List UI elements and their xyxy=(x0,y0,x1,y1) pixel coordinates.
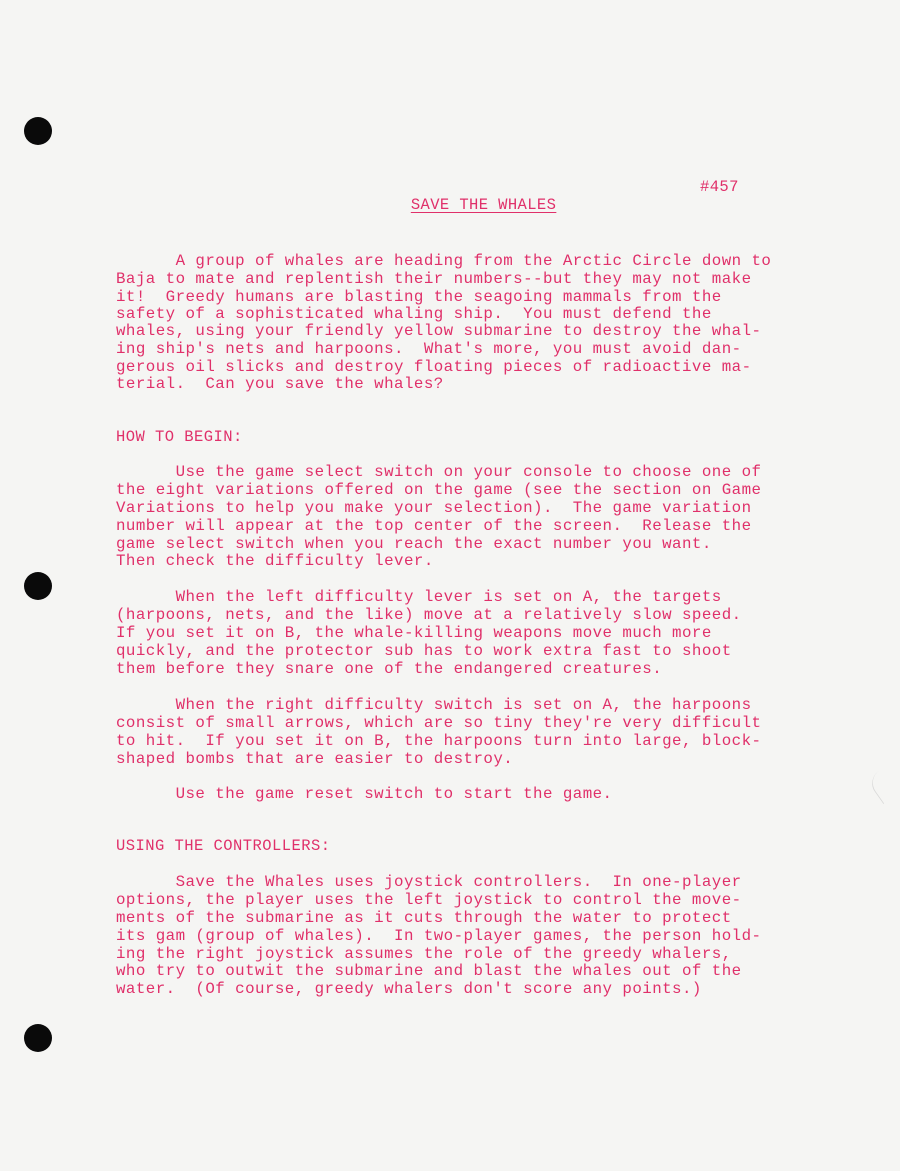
body-line: them before they snare one of the endangered creatures. xyxy=(116,660,663,678)
body-line: the eight variations offered on the game (see the section on Game xyxy=(116,481,762,499)
body-line: Variations to help you make your selection). The game variation xyxy=(116,499,752,517)
punch-hole-bottom xyxy=(24,1024,52,1052)
body-line: options, the player uses the left joystick to control the move- xyxy=(116,891,742,909)
paper-crease-mark xyxy=(866,762,900,804)
body-line: If you set it on B, the whale-killing weapons move much more xyxy=(116,624,712,642)
body-line: Save the Whales uses joystick controllers. In one-player xyxy=(116,873,742,891)
body-line: ing the right joystick assumes the role of the greedy whalers, xyxy=(116,945,732,963)
body-line: Use the game reset switch to start the game. xyxy=(116,785,613,803)
document-number: #457 xyxy=(700,178,739,196)
body-line: to hit. If you set it on B, the harpoons turn into large, block- xyxy=(116,732,762,750)
intro-line: gerous oil slicks and destroy floating pieces of radioactive ma- xyxy=(116,358,752,376)
body-line: shaped bombs that are easier to destroy. xyxy=(116,750,514,768)
body-line: quickly, and the protector sub has to work extra fast to shoot xyxy=(116,642,732,660)
body-line: who try to outwit the submarine and blast the whales out of the xyxy=(116,962,742,980)
body-line: When the right difficulty switch is set on A, the harpoons xyxy=(116,696,752,714)
body-line: (harpoons, nets, and the like) move at a relatively slow speed. xyxy=(116,606,742,624)
page-title xyxy=(372,178,556,232)
intro-line: safety of a sophisticated whaling ship. You must defend the xyxy=(116,305,712,323)
body-line: When the left difficulty lever is set on A, the targets xyxy=(116,588,722,606)
section-heading-using-controllers: USING THE CONTROLLERS: xyxy=(116,837,331,855)
body-line: game select switch when you reach the exact number you want. xyxy=(116,535,712,553)
body-line: Use the game select switch on your console to choose one of xyxy=(116,463,762,481)
punch-hole-top xyxy=(24,117,52,145)
body-line: its gam (group of whales). In two-player games, the person hold- xyxy=(116,927,762,945)
intro-line: terial. Can you save the whales? xyxy=(116,375,444,393)
body-line: ments of the submarine as it cuts through the water to protect xyxy=(116,909,732,927)
body-line: consist of small arrows, which are so tiny they're very difficult xyxy=(116,714,762,732)
body-line: number will appear at the top center of the screen. Release the xyxy=(116,517,752,535)
intro-line: it! Greedy humans are blasting the seagoing mammals from the xyxy=(116,288,722,306)
section-heading-how-to-begin: HOW TO BEGIN: xyxy=(116,428,243,446)
body-line: water. (Of course, greedy whalers don't score any points.) xyxy=(116,980,702,998)
intro-line: Baja to mate and replentish their numbers--but they may not make xyxy=(116,270,752,288)
title-text: SAVE THE WHALES xyxy=(410,196,557,214)
body-line: Then check the difficulty lever. xyxy=(116,552,434,570)
punch-hole-middle xyxy=(24,572,52,600)
intro-line: ing ship's nets and harpoons. What's more, you must avoid dan- xyxy=(116,340,742,358)
intro-line: A group of whales are heading from the Arctic Circle down to xyxy=(116,252,772,270)
intro-line: whales, using your friendly yellow submarine to destroy the whal- xyxy=(116,322,762,340)
